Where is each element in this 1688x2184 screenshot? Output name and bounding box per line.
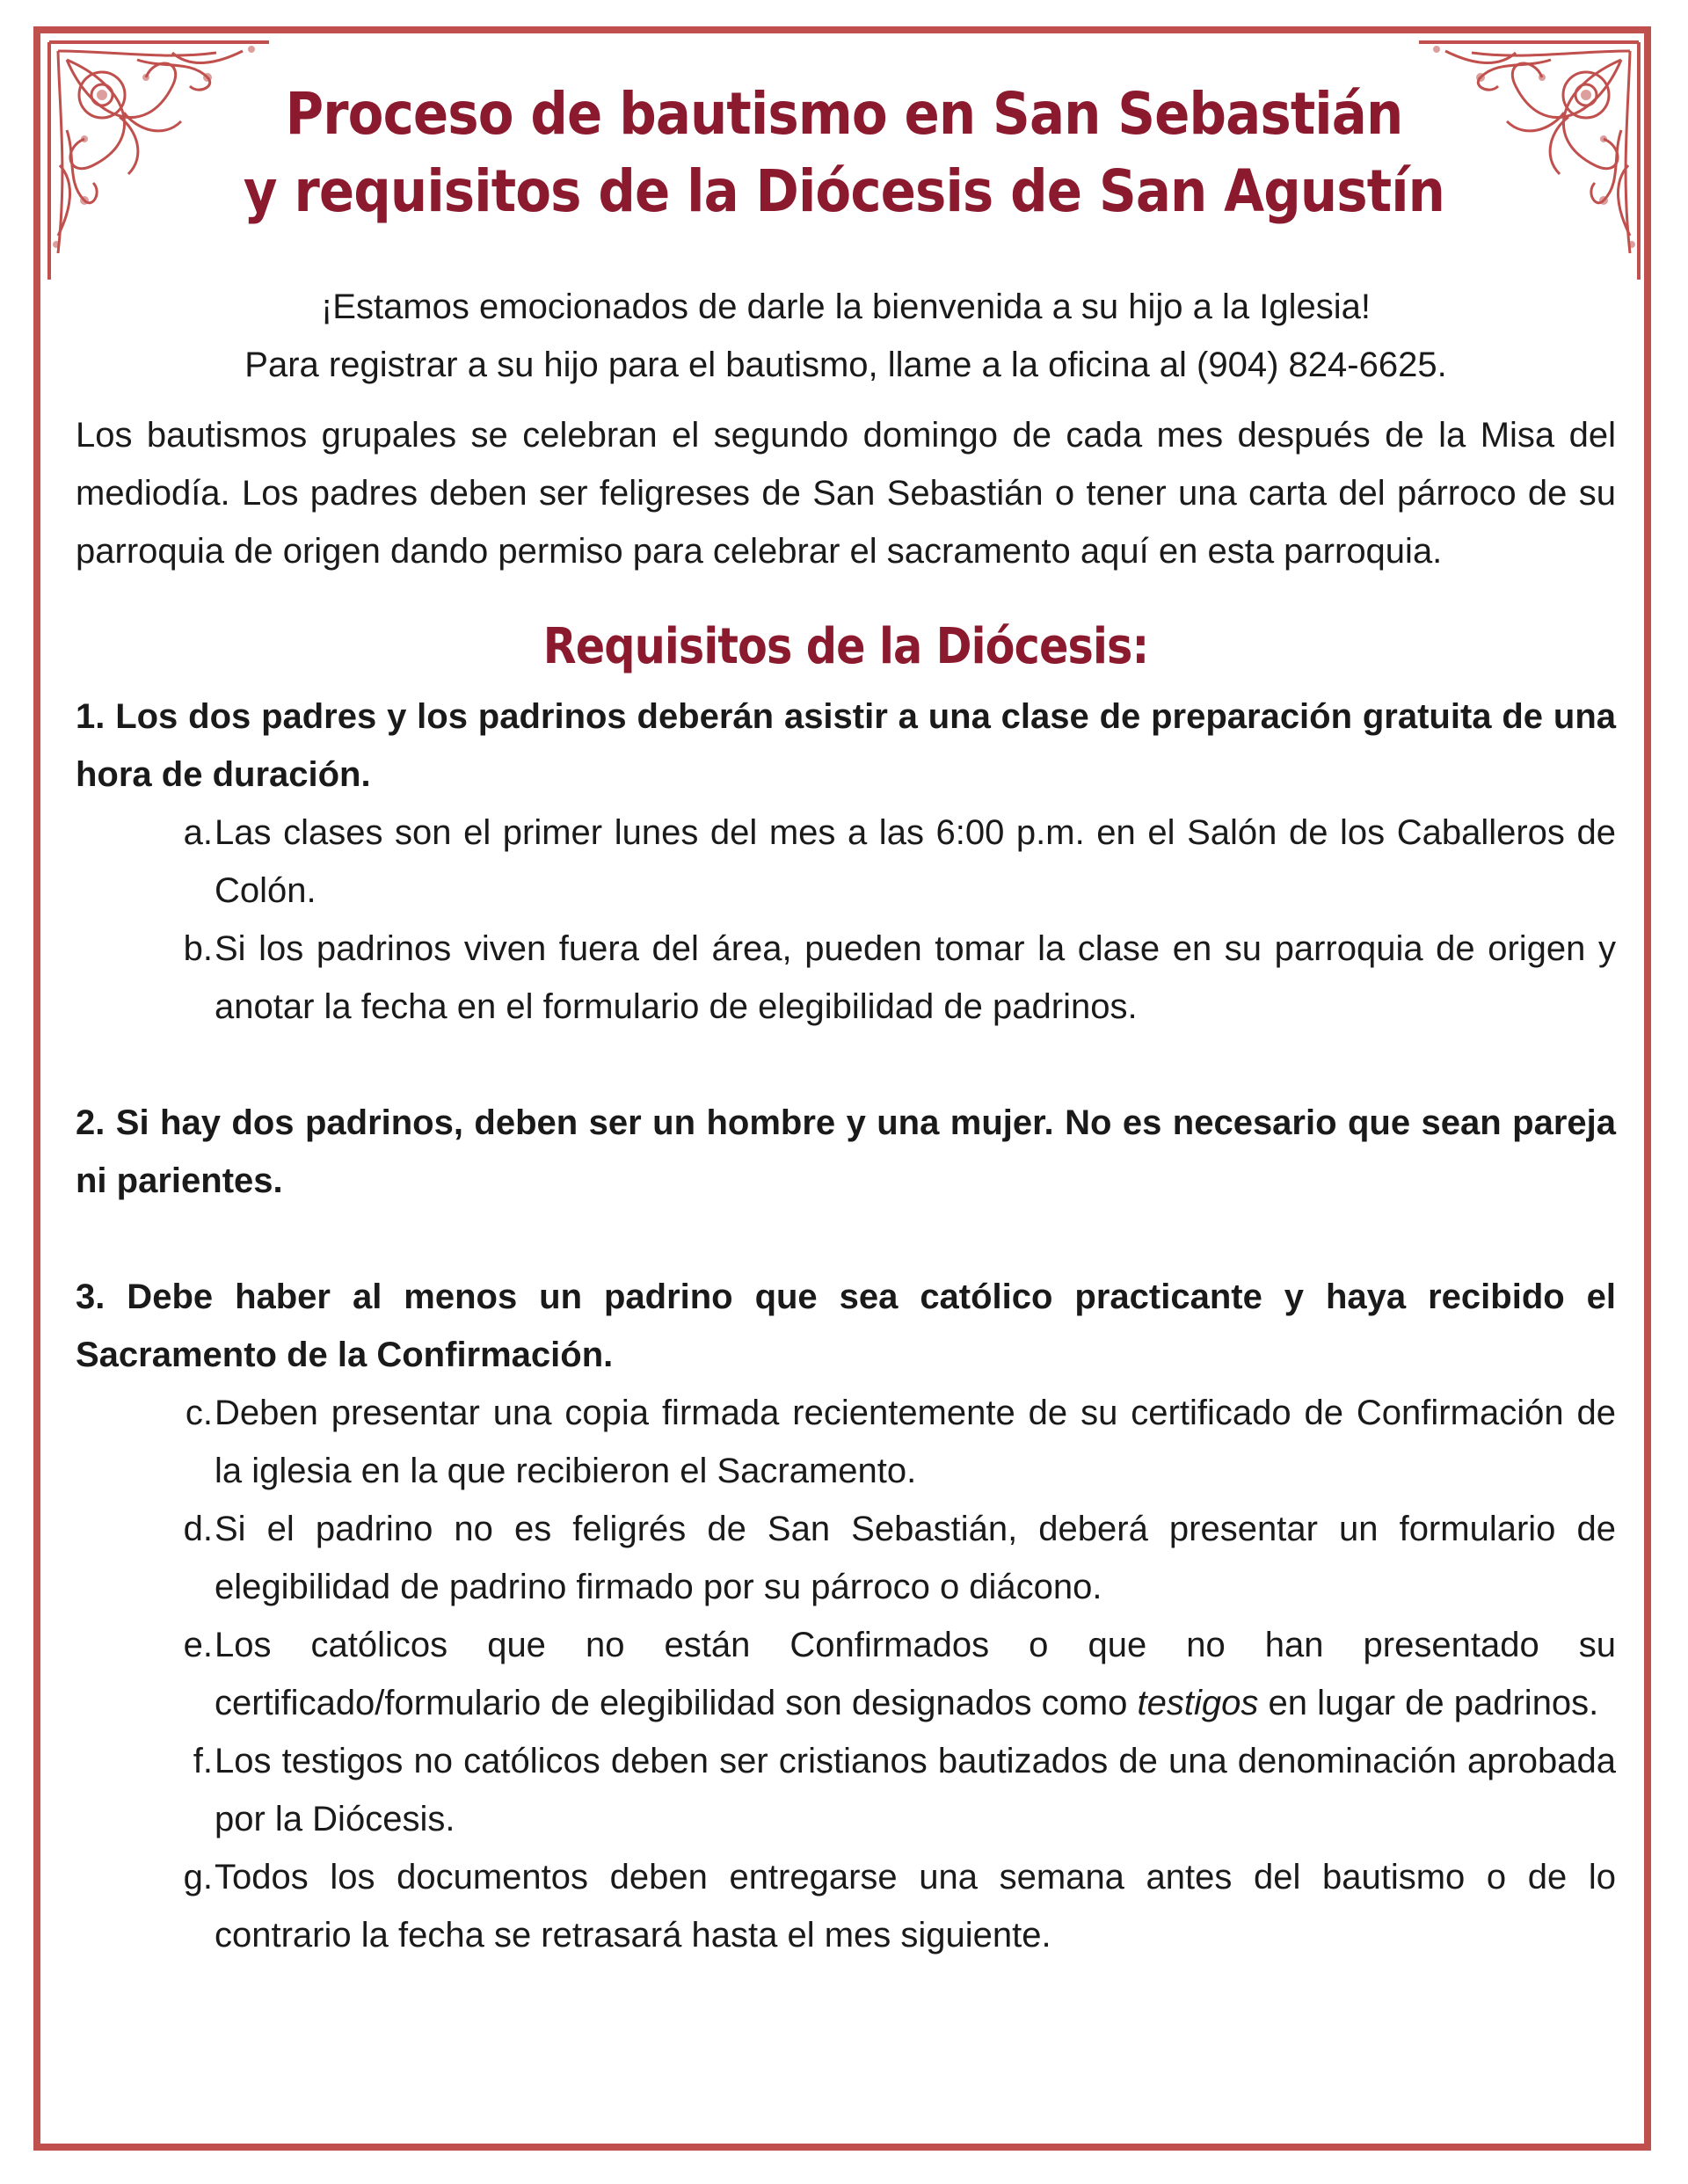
page-title <box>84 76 1604 230</box>
list-letter: e. <box>183 1626 213 1664</box>
list-text: Si los padrinos viven fuera del área, pueden tomar la clase en su parroquia de origen y anotar la fecha en el formulario de elegibilidad de padrinos. <box>215 929 1616 1026</box>
list-text-italic: testigos <box>1137 1684 1259 1722</box>
list-letter: d. <box>183 1510 213 1548</box>
list-letter: f. <box>193 1742 213 1780</box>
list-letter: a. <box>183 813 213 852</box>
list-item-d <box>76 1500 1616 1616</box>
intro-register: Para registrar a su hijo para el bautismo, llame a la oficina al (904) 824-6625. <box>244 346 1447 384</box>
list-letter: g. <box>183 1858 213 1896</box>
intro-welcome: ¡Estamos emocionados de darle la bienvenida a su hijo a la Iglesia! <box>320 288 1372 326</box>
group-baptism-paragraph: Los bautismos grupales se celebran el segundo domingo de cada mes después de la Misa del mediodía. Los padres deben ser feligreses de San Sebastián o tener una carta del párroco de su parroquia de origen dando permiso para celebrar el sacramento aquí en esta parroquia. <box>76 416 1616 571</box>
list-letter: b. <box>183 929 213 968</box>
list-letter: c. <box>185 1394 213 1432</box>
list-item-f <box>76 1732 1616 1848</box>
requirement-2: 2. Si hay dos padrinos, deben ser un hombre y una mujer. No es necesario que sean pareja ni parientes. <box>76 1103 1616 1200</box>
list-text: Las clases son el primer lunes del mes a las 6:00 p.m. en el Salón de los Caballeros de Colón. <box>215 813 1616 910</box>
list-text-after: en lugar de padrinos. <box>1258 1684 1599 1722</box>
list-item-c <box>76 1384 1616 1500</box>
title-line-2: y requisitos de la Diócesis de San Agustín <box>243 157 1445 225</box>
list-item-e <box>76 1616 1616 1732</box>
list-text: Los testigos no católicos deben ser cristianos bautizados de una denominación aprobada por la Diócesis. <box>215 1742 1616 1838</box>
title-line-1: Proceso de bautismo en San Sebastián <box>285 80 1403 148</box>
requirement-1: 1. Los dos padres y los padrinos deberán asistir a una clase de preparación gratuita de una hora de duración. <box>76 697 1616 794</box>
list-text: Si el padrino no es feligrés de San Sebastián, deberá presentar un formulario de elegibilidad de padrino firmado por su párroco o diácono. <box>215 1510 1616 1606</box>
intro <box>76 278 1616 394</box>
list-text-before: Los católicos que no están Confirmados o que no han presentado su certificado/formulario de elegibilidad son designados como <box>215 1626 1616 1722</box>
list-item-b <box>76 920 1616 1036</box>
list-item-g <box>76 1848 1616 1964</box>
document-body <box>76 278 1616 1964</box>
requirements-heading: Requisitos de la Diócesis: <box>542 618 1149 675</box>
list-text: Deben presentar una copia firmada recientemente de su certificado de Confirmación de la iglesia en la que recibieron el Sacramento. <box>215 1394 1616 1490</box>
list-text <box>215 1616 1616 1732</box>
list-item-a <box>76 804 1616 920</box>
requirement-1-list <box>76 804 1616 1036</box>
requirement-3: 3. Debe haber al menos un padrino que sea católico practicante y haya recibido el Sacramento de la Confirmación. <box>76 1278 1616 1374</box>
requirement-3-list <box>76 1384 1616 1964</box>
list-text: Todos los documentos deben entregarse una semana antes del bautismo o de lo contrario la fecha se retrasará hasta el mes siguiente. <box>215 1858 1616 1955</box>
